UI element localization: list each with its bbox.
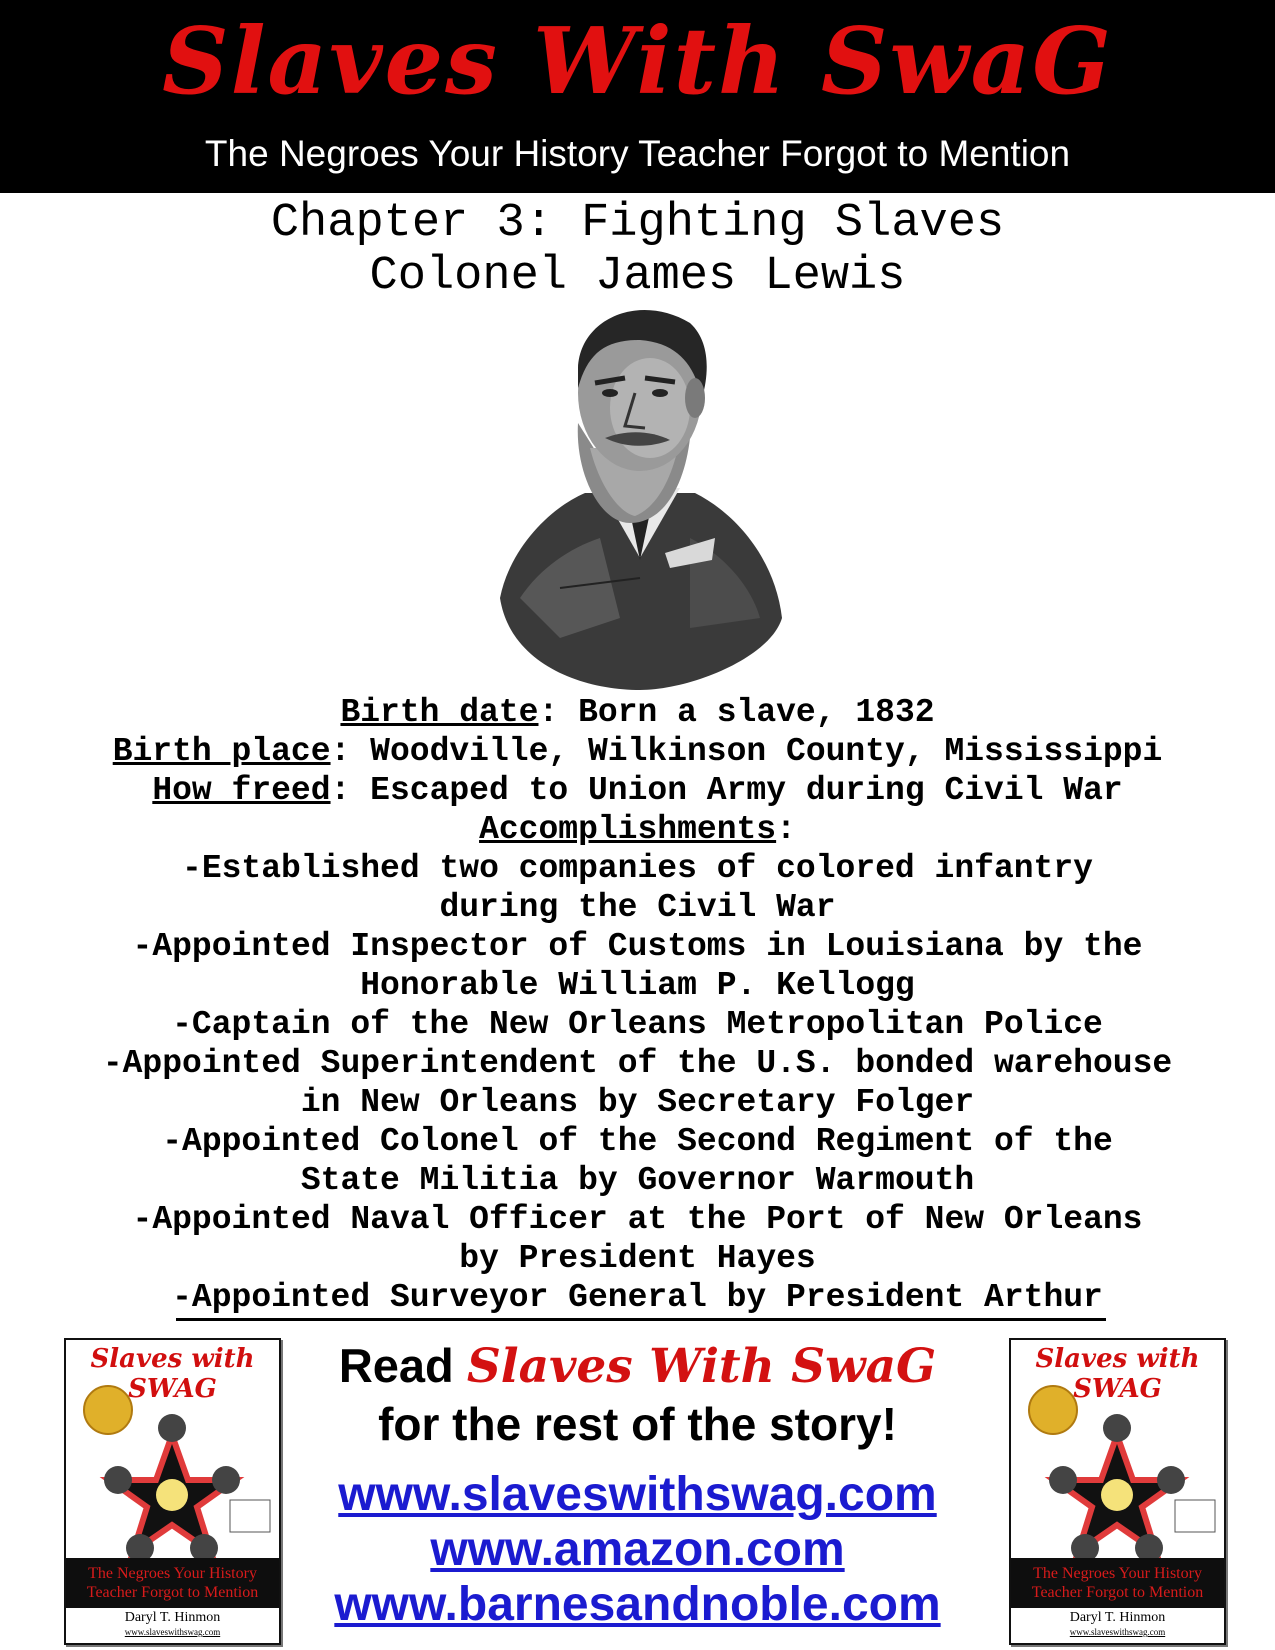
accomplishment-item — [0, 1122, 1275, 1200]
divider-rule — [176, 1318, 1106, 1321]
portrait-image — [490, 298, 790, 690]
promo-tagline: for the rest of the story! — [378, 1398, 897, 1450]
book-cover-author: Daryl T. Hinmon — [124, 1610, 221, 1625]
accomplishment-item — [0, 1005, 1275, 1044]
book-cover-title: Slaves with SWAG — [90, 1344, 255, 1404]
chapter-title: Chapter 3: Fighting Slaves — [270, 197, 1005, 250]
link-slaveswithswag[interactable]: www.slaveswithswag.com — [338, 1468, 937, 1521]
promo-title: Slaves With SwaG — [466, 1339, 937, 1394]
how-freed-label: How freed — [152, 772, 331, 809]
accomplishment-line: Honorable William P. Kellogg — [360, 967, 915, 1004]
book-cover-art — [70, 1380, 275, 1580]
promo-headline — [300, 1338, 975, 1395]
accomplishment-line: -Established two companies of colored infantry — [182, 850, 1093, 887]
birth-place-value: Woodville, Wilkinson County, Mississippi — [370, 733, 1163, 770]
book-cover-subtitle-line: Teacher Forgot to Mention — [86, 1584, 259, 1601]
accomplishment-item — [0, 849, 1275, 927]
accomplishment-line: -Appointed Surveyor General by President Arthur — [172, 1279, 1103, 1316]
accomplishment-item — [0, 1278, 1275, 1317]
header-banner — [0, 0, 1275, 193]
accomplishment-line: -Captain of the New Orleans Metropolitan Police — [172, 1006, 1103, 1043]
facts-section — [0, 693, 1275, 1317]
accomplishment-line: -Appointed Inspector of Customs in Louisiana by the — [132, 928, 1143, 965]
promo-read: Read — [338, 1339, 454, 1392]
birth-place-label: Birth place — [112, 733, 331, 770]
accomplishment-line: -Appointed Superintendent of the U.S. bonded warehouse — [102, 1045, 1173, 1082]
birth-place-line: Birth place: Woodville, Wilkinson County, Mississippi — [112, 733, 1163, 770]
book-cover-right[interactable] — [1009, 1338, 1226, 1645]
book-cover-subtitle-line: The Negroes Your History — [1033, 1565, 1202, 1582]
birth-date-value: Born a slave, 1832 — [578, 694, 935, 731]
book-cover-url: www.slaveswithswag.com — [1069, 1627, 1166, 1637]
accomplishment-line: -Appointed Colonel of the Second Regiment of the — [162, 1123, 1113, 1160]
accomplishment-line: -Appointed Naval Officer at the Port of New Orleans — [132, 1201, 1143, 1238]
accomplishment-item — [0, 1044, 1275, 1122]
book-cover-subtitle — [1011, 1558, 1224, 1608]
brand-title: Slaves With SwaG — [162, 7, 1113, 115]
brand-subtitle: The Negroes Your History Teacher Forgot to Mention — [204, 133, 1071, 174]
book-cover-left[interactable] — [64, 1338, 281, 1645]
book-cover-art — [1015, 1380, 1220, 1580]
link-amazon[interactable]: www.amazon.com — [430, 1523, 845, 1576]
how-freed-line: How freed: Escaped to Union Army during Civil War — [152, 772, 1123, 809]
birth-date-label: Birth date — [340, 694, 539, 731]
how-freed-value: Escaped to Union Army during Civil War — [370, 772, 1123, 809]
accomplishment-item — [0, 1200, 1275, 1278]
book-cover-subtitle — [66, 1558, 279, 1608]
accomplishment-line: during the Civil War — [439, 889, 836, 926]
book-cover-url: www.slaveswithswag.com — [124, 1627, 221, 1637]
link-barnesandnoble[interactable]: www.barnesandnoble.com — [334, 1578, 941, 1631]
book-cover-subtitle-line: Teacher Forgot to Mention — [1031, 1584, 1204, 1601]
accomplishment-item — [0, 927, 1275, 1005]
accomplishment-line: State Militia by Governor Warmouth — [300, 1162, 975, 1199]
birth-date-line: Birth date: Born a slave, 1832 — [340, 694, 935, 731]
book-cover-title: Slaves with SWAG — [1035, 1344, 1200, 1404]
accomplishment-line: by President Hayes — [459, 1240, 816, 1277]
subject-name: Colonel James Lewis — [369, 250, 906, 303]
accomplishment-line: in New Orleans by Secretary Folger — [300, 1084, 975, 1121]
accomplishments-heading: Accomplishments: — [479, 811, 796, 848]
book-cover-author: Daryl T. Hinmon — [1069, 1610, 1166, 1625]
accomplishments-label: Accomplishments — [479, 811, 777, 848]
book-cover-subtitle-line: The Negroes Your History — [88, 1565, 257, 1582]
